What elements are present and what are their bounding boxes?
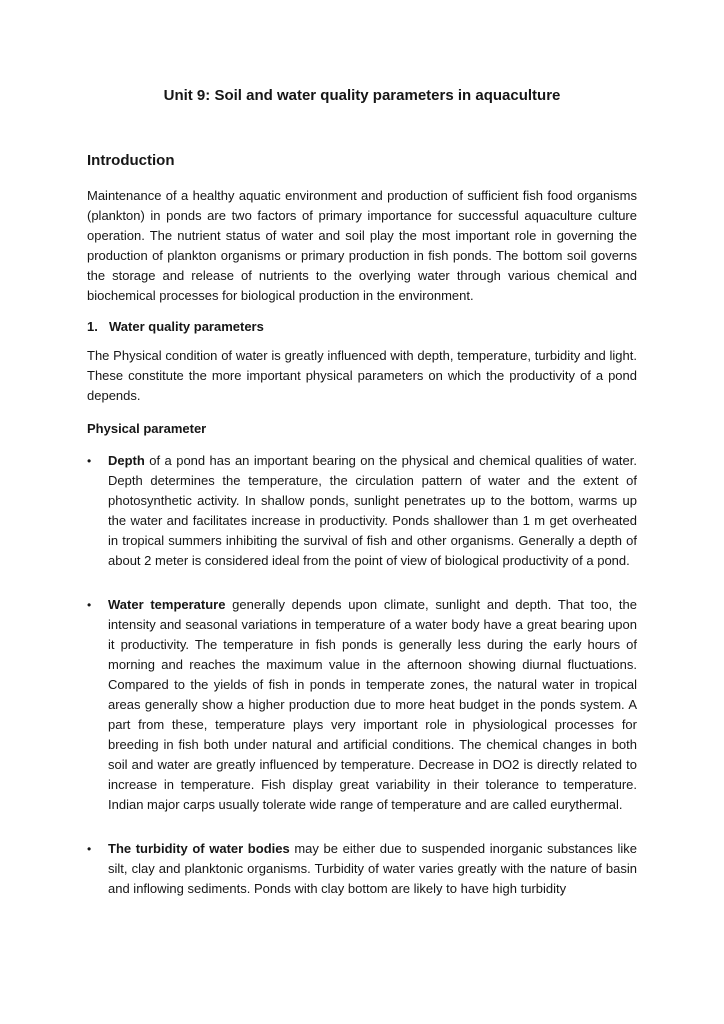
list-item-rest: of a pond has an important bearing on the physical and chemical qualities of water. Depth determines the temperature, the circulation pattern of water and the extent of photosynthetic activity. In shallow ponds, sunlight penetrates up to the bottom, warms up the water and facilitates increase in productivity. Ponds shallower than 1 m get overheated in tropical summers inhibiting the survival of fish and other organisms. Generally a depth of about 2 meter is considered ideal from the point of view of biological productivity of a pond. [108, 453, 637, 568]
list-item-text [108, 839, 637, 899]
bullet-icon: • [87, 598, 92, 612]
list-item-rest: may be either due to suspended inorganic substances like silt, clay and planktonic organisms. Turbidity of water varies greatly with the nature of basin and inflowing sediments. Ponds with clay bottom are likely to have high turbidity [108, 841, 637, 896]
list-item-text [108, 595, 637, 815]
physical-parameter-list [87, 451, 637, 899]
list-item-lead: Water temperature [108, 597, 226, 612]
introduction-heading: Introduction [87, 152, 175, 169]
water-quality-heading [87, 317, 637, 337]
introduction-paragraph: Maintenance of a healthy aquatic environment and production of sufficient fish food organisms (plankton) in ponds are two factors of primary importance for successful aquaculture culture operation. The nutrient status of water and soil play the most important role in governing the production of plankton organisms or primary production in fish ponds. The bottom soil governs the storage and release of nutrients to the overlying water through various chemical and biochemical processes for biological production in the environment. [87, 188, 637, 303]
physical-parameter-heading: Physical parameter [87, 421, 207, 436]
heading-label: Water quality parameters [109, 319, 264, 334]
heading-number: 1. [87, 319, 98, 334]
bullet-icon: • [87, 842, 92, 856]
bullet-icon: • [87, 454, 92, 468]
list-item-turbidity [87, 839, 637, 899]
water-quality-paragraph: The Physical condition of water is greatly influenced with depth, temperature, turbidity and light. These constitute the more important physical parameters on which the productivity of a pond depends. [87, 348, 637, 403]
list-item-water-temperature [87, 595, 637, 815]
document-content [87, 0, 637, 899]
list-item-text [108, 451, 637, 571]
list-item-lead: Depth [108, 453, 145, 468]
list-item-lead: The turbidity of water bodies [108, 841, 290, 856]
document-title: Unit 9: Soil and water quality parameters in aquaculture [163, 87, 561, 104]
list-item-rest: generally depends upon climate, sunlight and depth. That too, the intensity and seasonal variations in temperature of a water body have a great bearing upon it productivity. The temperature in fish ponds is generally less during the early hours of morning and reaches the maximum value in the afternoon showing diurnal fluctuations. Compared to the yields of fish in ponds in temperate zones, the natural water in tropical areas generally show a higher production due to more heat budget in the ponds system. A part from these, temperature plays very important role in physiological processes for breeding in fish both under natural and artificial conditions. The chemical changes in both soil and water are greatly influenced by temperature. Decrease in DO2 is directly related to increase in temperature. Fish display great variability in their tolerance to temperature. Indian major carps usually tolerate wide range of temperature and are called eurythermal. [108, 597, 638, 812]
list-item-depth [87, 451, 637, 571]
